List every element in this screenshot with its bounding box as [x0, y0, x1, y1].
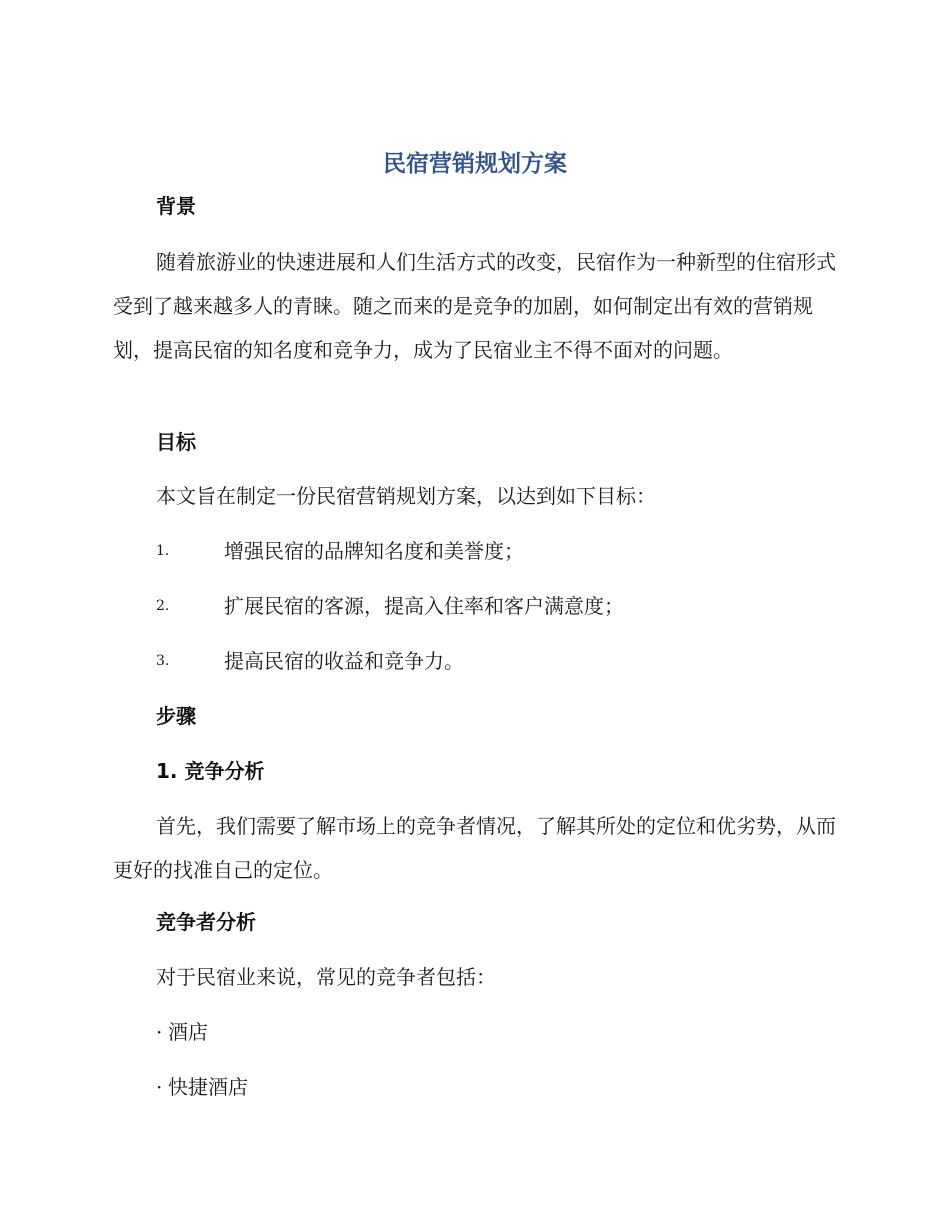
- goal-list-item: [156, 536, 524, 566]
- bullet-mark: ·: [156, 1075, 163, 1099]
- competitor-list-item: [156, 1072, 248, 1102]
- list-number: 2.: [156, 598, 170, 614]
- section-heading-steps: 步骤: [156, 704, 196, 728]
- list-text: 增强民宿的品牌知名度和美誉度；: [224, 539, 524, 563]
- bullet-mark: ·: [156, 1020, 163, 1044]
- list-text: 扩展民宿的客源，提高入住率和客户满意度；: [224, 594, 624, 618]
- competition-analysis-paragraph: 首先，我们需要了解市场上的竞争者情况，了解其所处的定位和优劣势，从而更好的找准自己的定位。: [113, 814, 836, 882]
- list-number: 3.: [156, 653, 170, 669]
- goals-intro: 本文旨在制定一份民宿营销规划方案，以达到如下目标：: [156, 484, 656, 508]
- goal-list-item: [156, 591, 624, 621]
- background-paragraph: 随着旅游业的快速进展和人们生活方式的改变，民宿作为一种新型的住宿形式受到了越来越多人的青睐。随之而来的是竞争的加剧，如何制定出有效的营销规划，提高民宿的知名度和竞争力，成为了民宿业主不得不面对的问题。: [113, 250, 836, 362]
- bullet-text: 快捷酒店: [168, 1075, 248, 1099]
- list-number: 1.: [156, 543, 170, 559]
- list-text: 提高民宿的收益和竞争力。: [224, 649, 464, 673]
- competitor-list-item: [156, 1017, 208, 1047]
- document-title: 民宿营销规划方案: [383, 151, 567, 177]
- subsection-heading-competitors: 竞争者分析: [156, 910, 256, 934]
- section-heading-goals: 目标: [156, 430, 196, 454]
- competitors-intro: 对于民宿业来说，常见的竞争者包括：: [156, 965, 496, 989]
- bullet-text: 酒店: [168, 1020, 208, 1044]
- section-heading-background: 背景: [156, 194, 196, 218]
- goal-list-item: [156, 646, 464, 676]
- subsection-heading-competition-analysis: 1. 竞争分析: [156, 759, 265, 783]
